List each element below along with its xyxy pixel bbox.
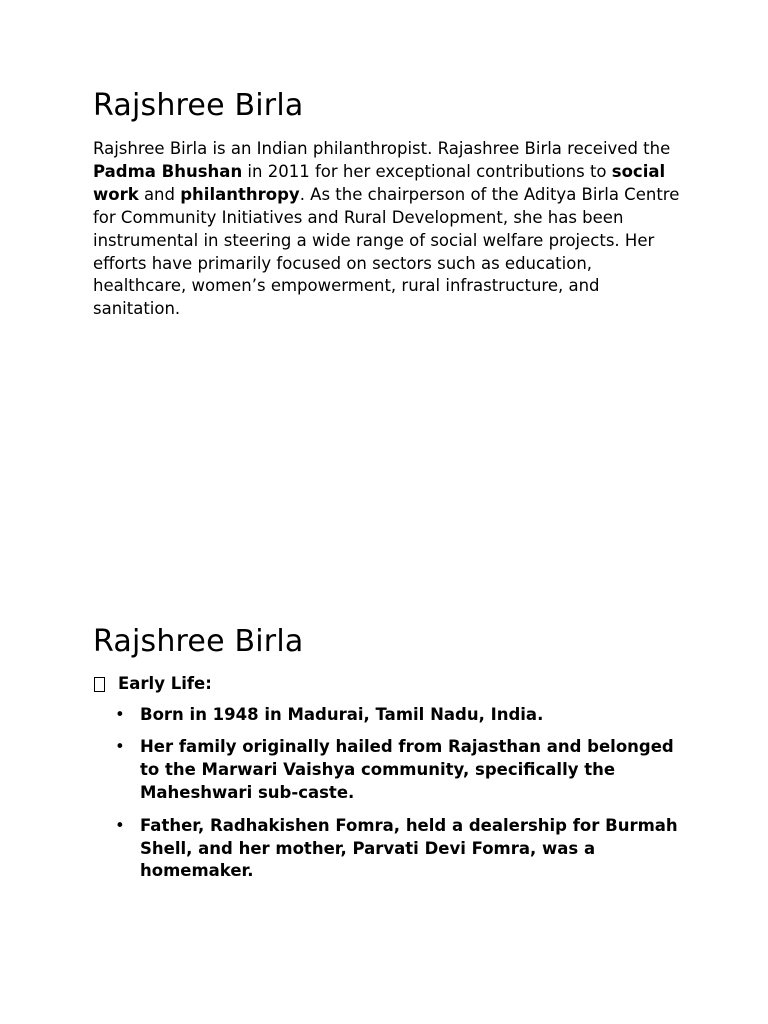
missing-glyph-box-icon [94,677,105,692]
early-life-label: Early Life: [118,674,212,693]
list-item-text: Father, Radhakishen Fomra, held a dealership for Burmah Shell, and her mother, Parvati Devi Fomra, was a homemaker. [140,815,678,881]
intro-text-1: Rajshree Birla is an Indian philanthropist. Rajashree Birla received the [93,139,671,158]
intro-section [93,86,683,321]
bullet-icon: • [115,737,125,757]
section-title: Rajshree Birla [93,624,304,659]
intro-text-2: in 2011 for her exceptional contributions to [242,161,612,181]
intro-bold-padma-bhushan: Padma Bhushan [93,161,243,181]
list-item-text: Born in 1948 in Madurai, Tamil Nadu, India. [140,705,544,724]
bullet-icon: • [115,815,125,835]
page-title: Rajshree Birla [93,88,304,123]
early-life-list [93,704,683,883]
intro-bold-social-work: social work [93,161,666,204]
list-item [93,704,683,727]
intro-text-3: and [138,184,181,204]
bullet-icon: • [115,705,125,724]
intro-bold-philanthropy: philanthropy [180,184,300,204]
intro-paragraph [93,138,683,321]
early-life-heading [93,672,683,696]
list-item [93,736,683,805]
early-life-section [93,622,683,893]
list-item-text: Her family originally hailed from Rajasthan and belonged to the Marwari Vaishya community, specifically the Maheshwari sub-caste. [140,737,674,803]
list-item [93,815,683,884]
intro-text-4: . As the chairperson of the Aditya Birla Centre for Community Initiatives and Rural Development, she has been instrumental in steering a wide range of social welfare projects. Her efforts have primarily focused on sectors such as education, healthcare, women’s empowerment, rural infrastructure, and sanitation. [93,184,680,319]
